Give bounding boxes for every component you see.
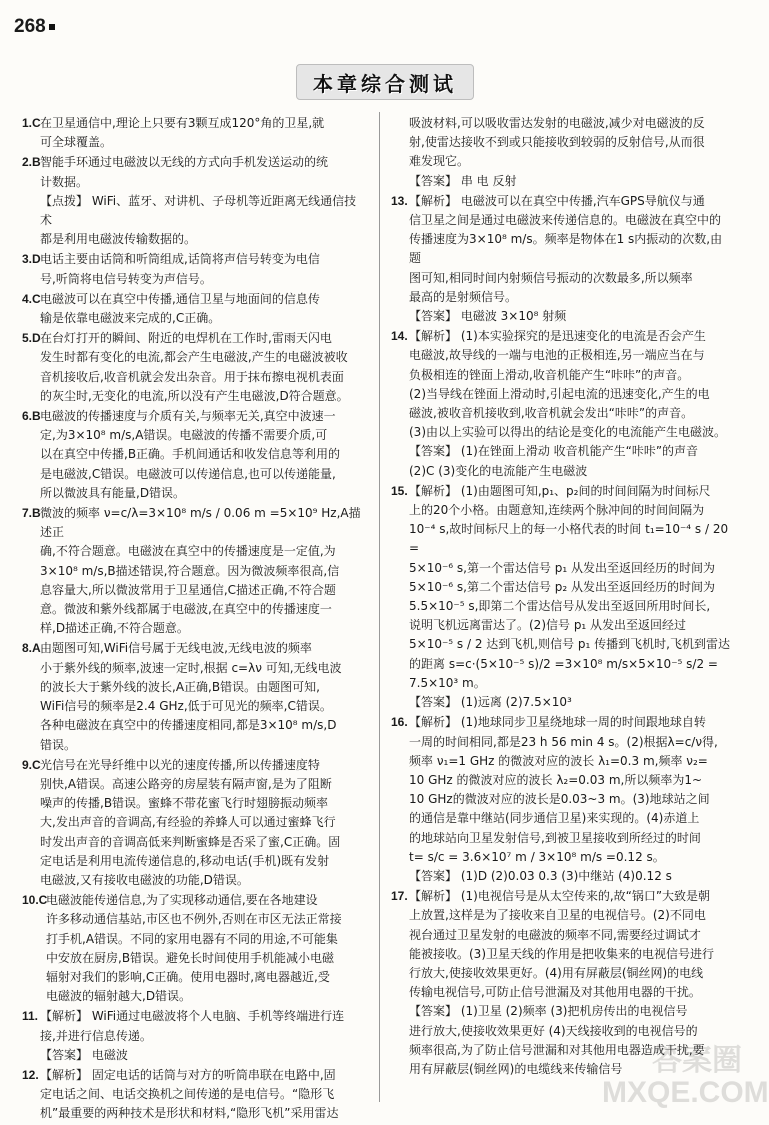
item-line: 磁波,被收音机接收到,收音机就会发出“咔咔”的声音。	[409, 406, 694, 421]
item-line: 最高的是射频信号。	[409, 289, 518, 304]
item-number: 13.	[391, 193, 408, 208]
answer-item	[22, 153, 366, 249]
item-line: 一周的时间相同,都是23 h 56 min 4 s。(2)根据λ=c/ν得,	[409, 734, 718, 749]
item-line: (2)C (3)变化的电流能产生电磁波	[409, 463, 588, 478]
item-number: 11.	[22, 1009, 39, 1024]
item-line: 的波长大于紫外线的波长,A正确,B错误。由题图可知,	[40, 679, 320, 694]
item-line: 信卫星之间是通过电磁波来传递信息的。电磁波在真空中的	[409, 213, 722, 228]
item-line: 【解析】 (1)本实验探究的是迅速变化的电流是否会产生	[409, 329, 706, 344]
item-line: 在卫星通信中,理论上只要有3颗互成120°角的卫星,就	[40, 116, 325, 130]
item-line: 的灰尘时,无变化的电流,所以没有产生电磁波,D符合题意。	[40, 388, 349, 403]
item-number: 4.C	[22, 291, 41, 306]
answer-item	[22, 329, 366, 406]
answer-item	[22, 756, 366, 890]
item-line: 中安放在厨房,B错误。避免长时间使用手机能减小电磁	[46, 950, 335, 965]
item-line: 电磁波,又有接收电磁波的功能,D错误。	[40, 872, 249, 887]
item-number: 17.	[391, 889, 408, 904]
item-number: 10.C	[22, 893, 48, 908]
item-line: 智能手环通过电磁波以无线的方式向手机发送运动的统	[40, 155, 329, 170]
page-mark-icon	[49, 24, 55, 30]
answer-item	[391, 192, 731, 326]
answer-item	[391, 713, 731, 886]
item-number: 7.B	[22, 506, 41, 521]
item-line: 以在真空中传播,B正确。手机间通话和收发信息等利用的	[40, 447, 341, 462]
item-line: 意。微波和紫外线都属于电磁波,在真空中的传播速度一	[40, 602, 332, 617]
item-line: 打手机,A错误。不同的家用电器有不同的用途,不可能集	[46, 931, 338, 946]
item-line: 【解析】 WiFi通过电磁波将个人电脑、手机等终端进行连	[40, 1009, 345, 1024]
item-number: 3.D	[22, 252, 41, 267]
item-line: 【解析】 电磁波可以在真空中传播,汽车GPS导航仪与通	[409, 193, 705, 208]
item-line: 所以微波具有能量,D错误。	[40, 485, 186, 500]
item-line: 【解析】 (1)由题图可知,p₁、p₂间的时间间隔为时间标尺	[409, 483, 711, 498]
item-line: 都是利用电磁波传输数据的。	[40, 232, 197, 247]
item-line: 【答案】 (1)卫星 (2)频率 (3)把机房传出的电视信号	[409, 1004, 688, 1019]
item-line: 号,听筒将电信号转变为声信号。	[40, 271, 212, 286]
item-number: 8.A	[22, 641, 41, 656]
item-line: 定电话之间、电话交换机之间传递的是电信号。“隐形飞	[40, 1087, 335, 1102]
item-number: 2.B	[22, 155, 41, 170]
item-line: 噪声的传播,B错误。蜜蜂不带花蜜飞行时翅膀振动频率	[40, 796, 329, 811]
item-line: 【答案】 (1)在锉面上滑动 收音机能产生“咔咔”的声音	[409, 444, 699, 459]
item-line: 传输电视信号,可防止信号泄漏及对其他用电器的干扰。	[409, 985, 701, 1000]
item-number: 14.	[391, 329, 408, 344]
item-line: 10⁻⁴ s,故时间标尺上的每一小格代表的时间 t₁=10⁻⁴ s / 20 =	[409, 522, 729, 556]
answer-item	[22, 1007, 366, 1065]
item-line: 错误。	[40, 737, 77, 752]
answer-item	[22, 250, 366, 288]
item-line: 5×10⁻⁵ s / 2 达到飞机,则信号 p₁ 传播到飞机时,飞机到雷达	[409, 637, 730, 652]
left-column	[22, 114, 366, 1125]
item-line: 吸波材料,可以吸收雷达发射的电磁波,减少对电磁波的反	[409, 116, 705, 130]
item-line: 10 GHz的微波对应的波长是0.03~3 m。(3)地球站之间	[409, 792, 710, 807]
item-line: 定,为3×10⁸ m/s,A错误。电磁波的传播不需要介质,可	[40, 428, 328, 443]
answer-item	[22, 407, 366, 503]
item-line: 息容量大,所以微波常用于卫星通信,C描述正确,不符合题	[40, 582, 336, 597]
item-line: 的地球站向卫星发射信号,到被卫星接收到所经过的时间	[409, 830, 701, 845]
item-line: 电话主要由话筒和听筒组成,话筒将声信号转变为电信	[40, 252, 320, 267]
item-line: 5.5×10⁻⁵ s,即第二个雷达信号从发出至返回所用时间长,	[409, 599, 711, 614]
answer-item	[22, 891, 366, 1006]
answer-item	[22, 639, 366, 754]
item-line: 的距离 s=c·(5×10⁻⁵ s)/2 =3×10⁸ m/s×5×10⁻⁵ s/2 =	[409, 656, 718, 671]
item-line: 负极相连的锉面上滑动,收音机能产生“咔咔”的声音。	[409, 367, 690, 382]
item-line: 视台通过卫星发射的电磁波的频率不同,需要经过调试才	[409, 927, 701, 942]
item-line: 电磁波,故导线的一端与电池的正极相连,另一端应当在与	[409, 348, 705, 363]
item-line: 5×10⁻⁶ s,第一个雷达信号 p₁ 从发出至返回经历的时间为	[409, 560, 716, 575]
answer-item	[22, 504, 366, 638]
item-line: 的通信是靠中继站(同步通信卫星)来实现的。(4)赤道上	[409, 811, 700, 826]
item-line: 样,D描述正确,不符合题意。	[40, 621, 189, 636]
item-line: 【答案】 (1)D (2)0.03 0.3 (3)中继站 (4)0.12 s	[409, 868, 672, 883]
answer-item	[22, 1066, 366, 1124]
answer-item	[391, 482, 731, 712]
item-number: 16.	[391, 715, 408, 730]
item-line: 【答案】 (1)远离 (2)7.5×10³	[409, 695, 572, 710]
item-line: 上放置,这样是为了接收来自卫星的电视信号。(2)不同电	[409, 908, 706, 923]
answer-item	[22, 290, 366, 328]
item-line: 频率 ν₁=1 GHz 的微波对应的波长 λ₁=0.3 m,频率 ν₂=	[409, 753, 708, 768]
item-line: 10 GHz 的微波对应的波长 λ₂=0.03 m,所以频率为1~	[409, 772, 703, 787]
item-line: 别快,A错误。高速公路旁的房屋装有隔声窗,是为了阻断	[40, 776, 332, 791]
item-line: 【解析】 固定电话的话筒与对方的听筒串联在电路中,固	[40, 1067, 336, 1082]
item-line: 确,不符合题意。电磁波在真空中的传播速度是一定值,为	[40, 544, 336, 559]
item-line: 电磁波能传递信息,为了实现移动通信,要在各地建设	[46, 893, 318, 908]
item-line: 接,并进行信息传递。	[40, 1028, 152, 1043]
item-number: 1.C	[22, 116, 41, 130]
item-line: 能被接收。(3)卫星天线的作用是把收集来的电视信号进行	[409, 946, 715, 961]
item-number: 9.C	[22, 757, 41, 772]
item-line: 频率很高,为了防止信号泄漏和对其他用电器造成干扰,要	[409, 1042, 705, 1057]
item-line: 电磁波的辐射越大,D错误。	[46, 989, 192, 1004]
item-line: 在台灯打开的瞬间、附近的电焊机在工作时,雷雨天闪电	[40, 331, 332, 346]
item-line: 音机接收后,收音机就会发出杂音。用于抹布擦电视机表面	[40, 369, 344, 384]
item-line: (2)当导线在锉面上滑动时,引起电流的迅速变化,产生的电	[409, 386, 710, 401]
item-line: 小于紫外线的频率,波速一定时,根据 c=λν 可知,无线电波	[40, 660, 342, 675]
item-line: 【答案】 电磁波 3×10⁸ 射频	[409, 309, 567, 324]
right-column	[391, 114, 731, 1080]
page-number: 268	[14, 16, 55, 38]
item-line: 说明飞机远离雷达了。(2)信号 p₁ 从发出至返回经过	[409, 618, 687, 633]
item-line: 【点拨】 WiFi、蓝牙、对讲机、子母机等近距离无线通信技术	[40, 193, 357, 228]
item-line: 发生时都有变化的电流,都会产生电磁波,产生的电磁波被收	[40, 350, 348, 365]
item-line: 时发出声音的音调高低来判断蜜蜂是否采了蜜,C正确。固	[40, 834, 341, 849]
item-line: 【答案】 电磁波	[40, 1047, 128, 1062]
answer-item	[22, 114, 366, 152]
item-line: (3)由以上实验可以得出的结论是变化的电流能产生电磁波。	[409, 425, 727, 440]
item-line: 射,使雷达接收不到或只能接收到较弱的反射信号,从而很	[409, 135, 705, 150]
watermark-logo: 答案圈 MXQE.COM	[602, 1044, 769, 1109]
item-line: 进行放大,使接收效果更好 (4)天线接收到的电视信号的	[409, 1023, 698, 1038]
item-line: 用有屏蔽层(铜丝网)的电缆线来传输信号	[409, 1061, 623, 1076]
item-line: 辐射对我们的影响,C正确。使用电器时,离电器越近,受	[46, 969, 330, 984]
answer-item	[391, 114, 731, 191]
item-number: 6.B	[22, 409, 41, 424]
item-line: WiFi信号的频率是2.4 GHz,低于可见光的频率,C错误。	[40, 699, 332, 714]
item-line: 输是依靠电磁波来完成的,C正确。	[40, 311, 221, 326]
item-number: 15.	[391, 483, 408, 498]
item-line: 行放大,使接收效果更好。(4)用有屏蔽层(铜丝网)的电线	[409, 965, 704, 980]
section-title: 本章综合测试	[313, 71, 457, 96]
item-line: 许多移动通信基站,市区也不例外,否则在市区无法正常接	[46, 912, 342, 927]
item-line: 机”最重要的两种技术是形状和材料,“隐形飞机”采用雷达	[40, 1106, 339, 1121]
item-line: 难发现它。	[409, 154, 470, 169]
item-line: t= s/c = 3.6×10⁷ m / 3×10⁸ m/s =0.12 s。	[409, 849, 665, 864]
item-line: 各种电磁波在真空中的传播速度相同,都是3×10⁸ m/s,D	[40, 718, 337, 733]
item-line: 【解析】 (1)地球同步卫星绕地球一周的时间跟地球自转	[409, 715, 706, 730]
item-line: 可全球覆盖。	[40, 135, 113, 150]
item-line: 是电磁波,C错误。电磁波可以传递信息,也可以传递能量,	[40, 466, 336, 481]
item-number: 12.	[22, 1067, 39, 1082]
item-line: 5×10⁻⁶ s,第二个雷达信号 p₂ 从发出至返回经历的时间为	[409, 579, 716, 594]
item-line: 图可知,相同时间内射频信号振动的次数最多,所以频率	[409, 270, 693, 285]
item-line: 光信号在光导纤维中以光的速度传播,所以传播速度特	[40, 757, 320, 772]
item-line: 定电话是利用电流传递信息的,移动电话(手机)既有发射	[40, 853, 330, 868]
item-line: 3×10⁸ m/s,B描述错误,符合题意。因为微波频率很高,信	[40, 563, 340, 578]
item-line: 电磁波的传播速度与介质有关,与频率无关,真空中波速一	[40, 409, 336, 424]
item-line: 由题图可知,WiFi信号属于无线电波,无线电波的频率	[40, 641, 312, 656]
answer-item	[391, 327, 731, 481]
item-line: 【解析】 (1)电视信号是从太空传来的,故“锅口”大致是朝	[409, 889, 711, 904]
item-line: 传播速度为3×10⁸ m/s。频率是物体在1 s内振动的次数,由题	[409, 232, 723, 266]
item-line: 【答案】 串 电 反射	[409, 173, 517, 188]
item-number: 5.D	[22, 331, 41, 346]
section-title-banner	[296, 64, 474, 100]
item-line: 电磁波可以在真空中传播,通信卫星与地面间的信息传	[40, 291, 320, 306]
item-line: 微波的频率 ν=c/λ=3×10⁸ m/s / 0.06 m =5×10⁹ Hz,A描述正	[40, 506, 361, 540]
item-line: 大,发出声音的音调高,有经验的养蜂人可以通过蜜蜂飞行	[40, 815, 336, 830]
item-line: 计数据。	[40, 174, 89, 189]
item-line: 上的20个小格。由题意知,连续两个脉冲间的时间间隔为	[409, 503, 705, 518]
column-divider	[379, 112, 380, 1102]
item-line: 7.5×10³ m。	[409, 675, 486, 690]
